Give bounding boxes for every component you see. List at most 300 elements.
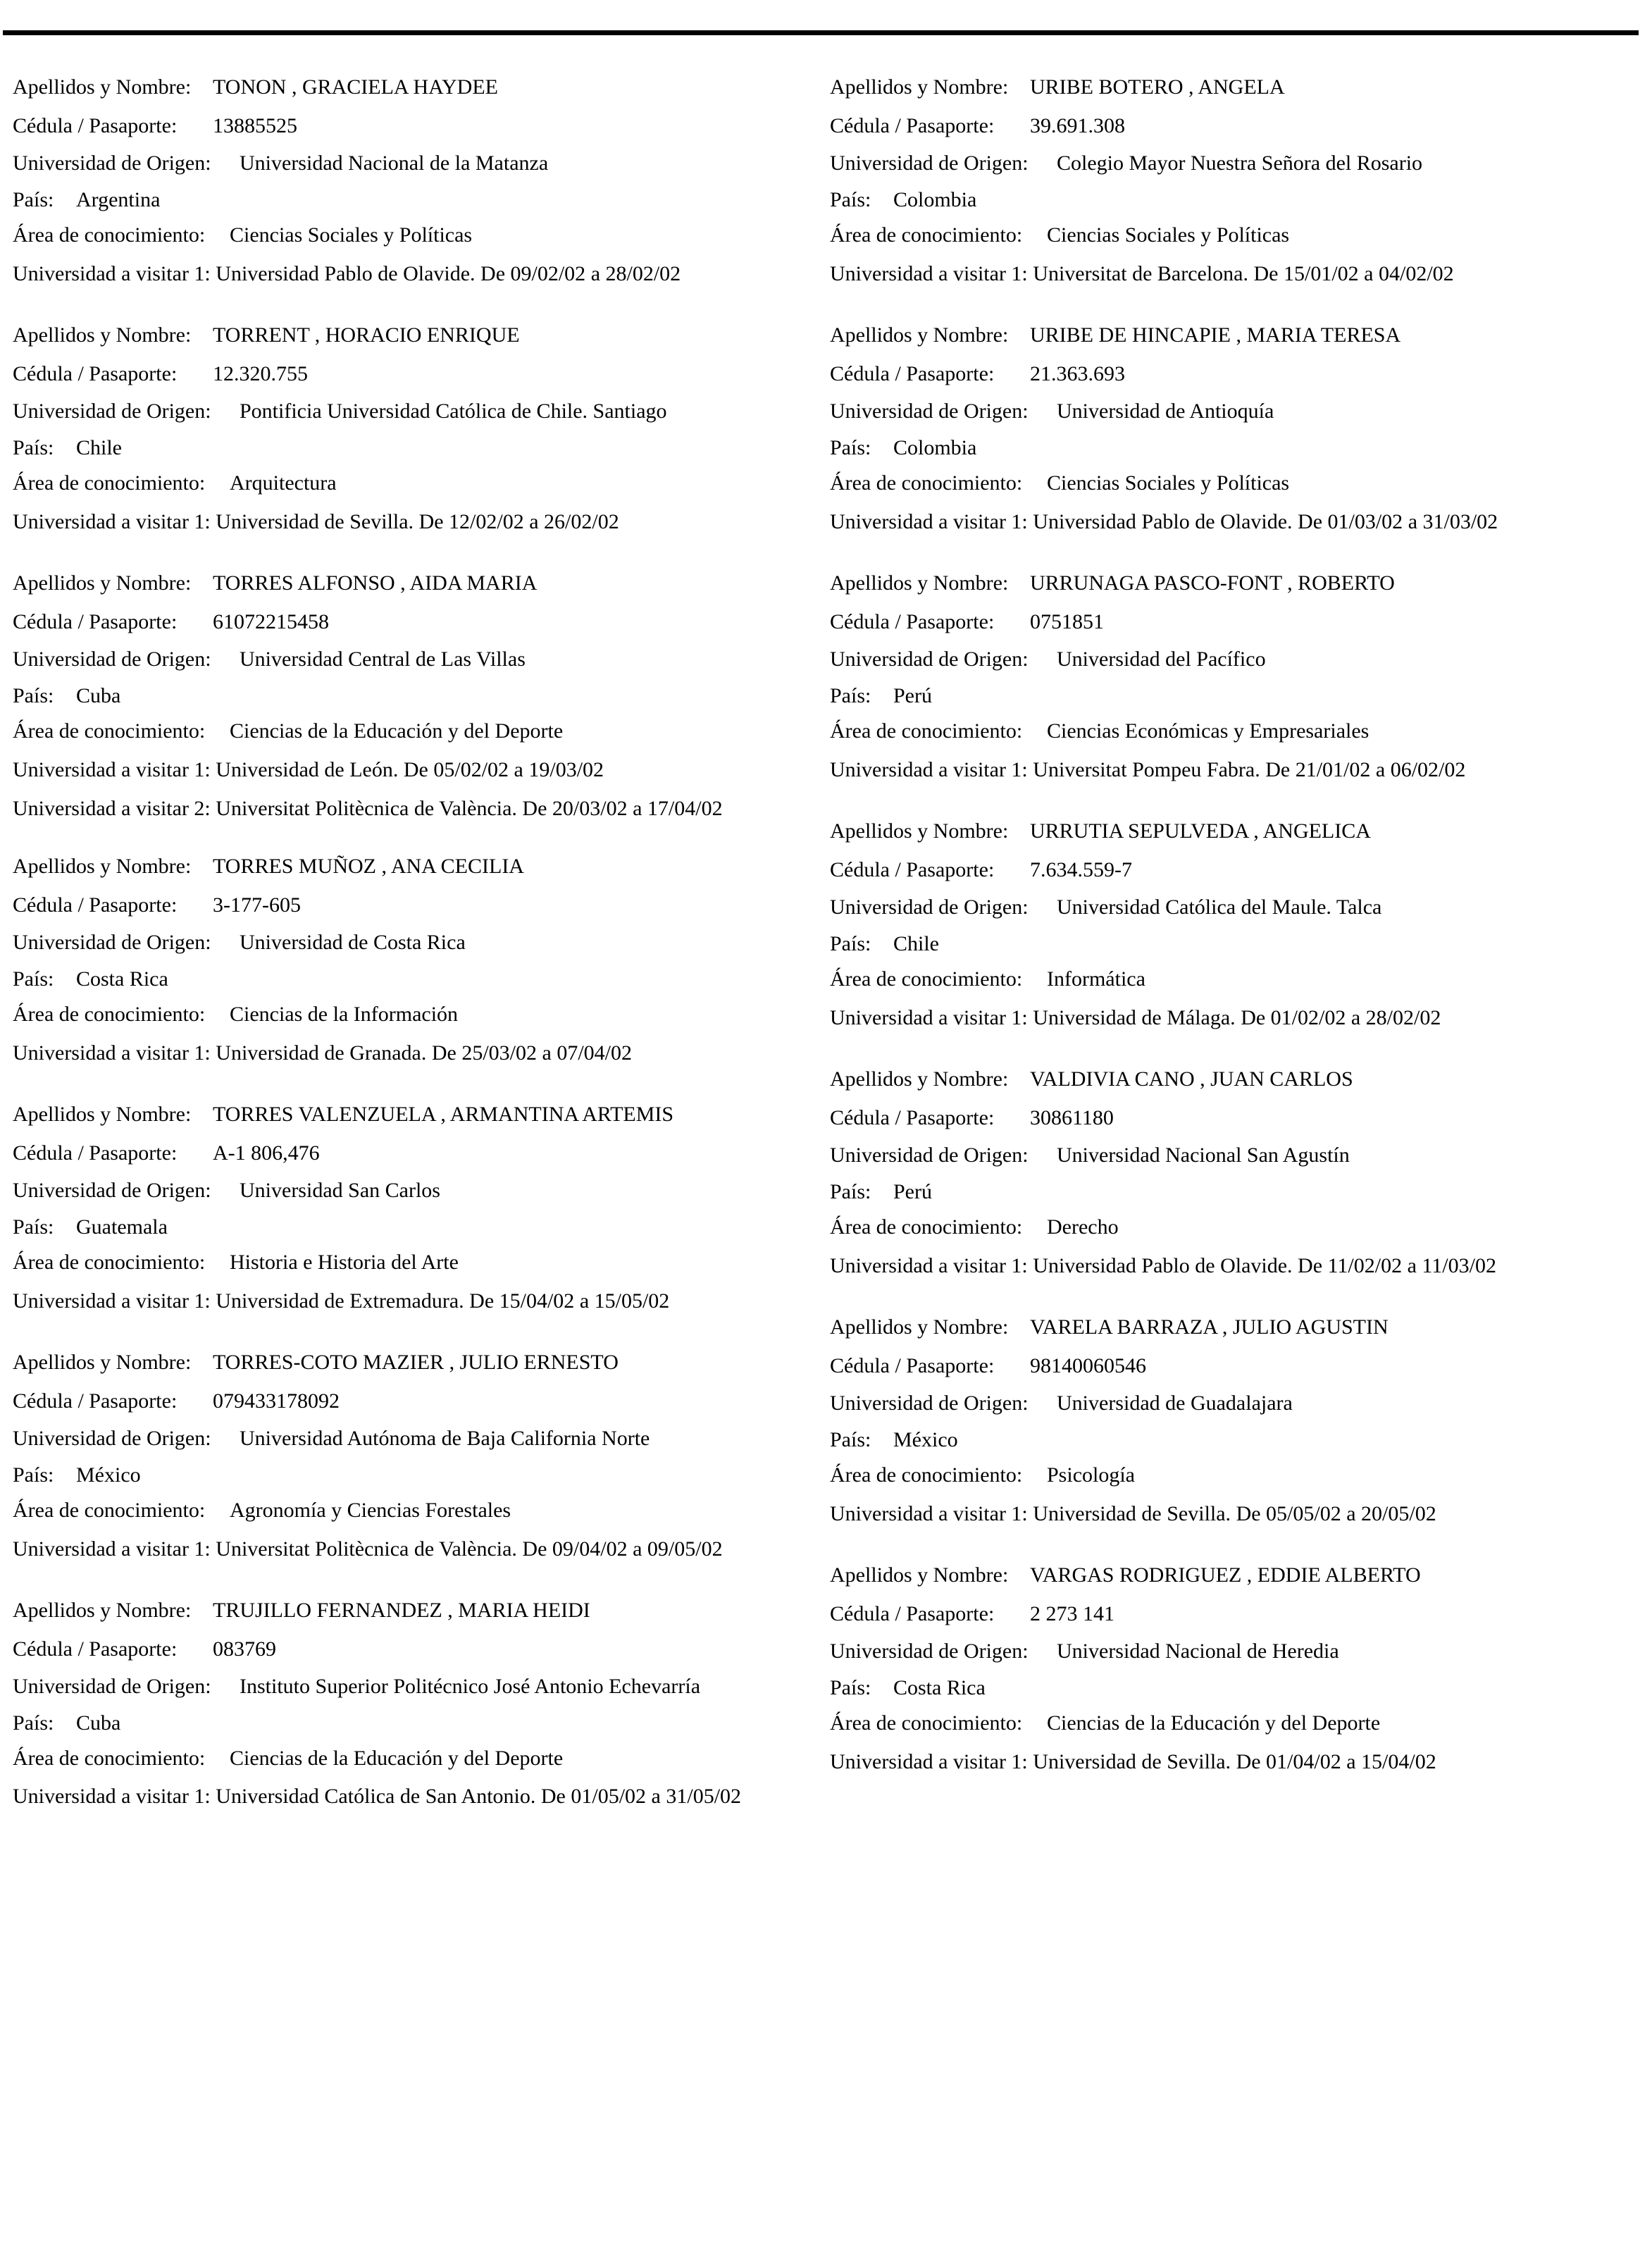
country-line xyxy=(13,965,168,993)
area-label: Área de conocimiento: xyxy=(830,719,1023,743)
area-line xyxy=(13,1744,564,1773)
country-line xyxy=(830,930,939,958)
id-label: Cédula / Pasaporte: xyxy=(830,1106,995,1129)
country-line xyxy=(13,682,121,710)
origin-label: Universidad de Origen: xyxy=(830,1639,1029,1663)
visit-label: Universidad a visitar 1: xyxy=(13,262,211,285)
area-value: Ciencias de la Educación y del Deporte xyxy=(230,1747,564,1770)
name-label: Apellidos y Nombre: xyxy=(830,1067,1009,1091)
country-label: País: xyxy=(13,1711,54,1735)
country-value: Perú xyxy=(893,1180,932,1203)
country-label: País: xyxy=(830,932,871,955)
id-value: 083769 xyxy=(213,1637,276,1661)
area-label: Área de conocimiento: xyxy=(830,1463,1023,1487)
area-value: Historia e Historia del Arte xyxy=(230,1251,459,1274)
country-line xyxy=(830,434,977,462)
id-line xyxy=(830,1600,1114,1628)
area-label: Área de conocimiento: xyxy=(13,719,206,743)
visit-to-label: a xyxy=(1407,1254,1417,1277)
visit-to-label: a xyxy=(579,1289,590,1313)
visit-label: Universidad a visitar 1: xyxy=(13,510,211,533)
visit-to-date: 07/04/02 xyxy=(557,1041,632,1065)
visit-to-date: 31/05/02 xyxy=(666,1785,742,1808)
area-label: Área de conocimiento: xyxy=(13,471,206,495)
area-label: Área de conocimiento: xyxy=(13,1251,206,1274)
visit-label: Universidad a visitar 1: xyxy=(13,1041,211,1065)
visit-label: Universidad a visitar 1: xyxy=(830,758,1028,781)
visit-line xyxy=(13,1783,809,1810)
visit-line xyxy=(830,1500,1436,1528)
country-line xyxy=(830,1426,958,1454)
name-line xyxy=(13,1101,674,1129)
area-label: Área de conocimiento: xyxy=(830,967,1023,991)
area-value: Psicología xyxy=(1047,1463,1135,1487)
name-line xyxy=(830,1561,1421,1589)
origin-label: Universidad de Origen: xyxy=(830,1391,1029,1415)
id-label: Cédula / Pasaporte: xyxy=(830,114,995,137)
visit-line xyxy=(13,795,723,823)
country-label: País: xyxy=(13,1215,54,1239)
visit-label: Universidad a visitar 1: xyxy=(13,1537,211,1561)
origin-value: Universidad de Antioquía xyxy=(1057,399,1274,423)
visit-from-date: 21/01/02 xyxy=(1295,758,1371,781)
country-label: País: xyxy=(13,1463,54,1487)
name-value: TORRES VALENZUELA , ARMANTINA ARTEMIS xyxy=(213,1103,674,1126)
name-line xyxy=(830,73,1285,101)
id-value: A-1 806,476 xyxy=(213,1141,320,1165)
name-label: Apellidos y Nombre: xyxy=(830,1563,1009,1587)
visit-label: Universidad a visitar 1: xyxy=(13,1289,211,1313)
origin-line xyxy=(830,1141,1350,1170)
id-label: Cédula / Pasaporte: xyxy=(13,114,178,137)
area-label: Área de conocimiento: xyxy=(13,1499,206,1522)
top-rule xyxy=(3,30,1639,35)
visit-from-date: 05/02/02 xyxy=(433,758,509,781)
origin-line xyxy=(13,929,466,957)
country-value: Costa Rica xyxy=(893,1676,986,1699)
visit-to-label: a xyxy=(1375,758,1386,781)
country-value: Cuba xyxy=(76,1711,121,1735)
visit-from-date: 09/02/02 xyxy=(510,262,586,285)
name-label: Apellidos y Nombre: xyxy=(13,571,192,595)
visit-line xyxy=(830,756,1465,784)
name-label: Apellidos y Nombre: xyxy=(13,855,192,878)
visit-to-label: a xyxy=(514,758,523,781)
area-value: Ciencias Sociales y Políticas xyxy=(1047,471,1290,495)
visit-label: Universidad a visitar 1: xyxy=(830,1502,1028,1525)
origin-value: Universidad Nacional de la Matanza xyxy=(240,151,549,175)
visit-university: Universidad Pablo de Olavide. xyxy=(1033,510,1293,533)
area-line xyxy=(13,1496,511,1525)
visit-from-label: De xyxy=(469,1289,495,1313)
name-line xyxy=(830,321,1401,349)
visit-to-date: 19/03/02 xyxy=(528,758,604,781)
area-label: Área de conocimiento: xyxy=(830,223,1023,247)
area-line xyxy=(13,221,473,249)
visit-from-label: De xyxy=(1236,1502,1261,1525)
origin-label: Universidad de Origen: xyxy=(830,151,1029,175)
visit-line xyxy=(830,260,1454,288)
name-line xyxy=(830,817,1371,845)
area-line xyxy=(830,965,1145,993)
country-line xyxy=(13,186,161,214)
origin-value: Universidad Central de Las Villas xyxy=(240,647,526,671)
origin-label: Universidad de Origen: xyxy=(830,895,1029,919)
visit-university: Universidad Católica de San Antonio. xyxy=(216,1785,536,1808)
name-label: Apellidos y Nombre: xyxy=(13,75,192,99)
area-value: Ciencias Sociales y Políticas xyxy=(1047,223,1290,247)
visit-to-date: 28/02/02 xyxy=(605,262,681,285)
id-label: Cédula / Pasaporte: xyxy=(830,1602,995,1625)
country-value: Guatemala xyxy=(76,1215,168,1239)
country-label: País: xyxy=(13,967,54,991)
name-line xyxy=(830,569,1395,597)
name-value: TORRES MUÑOZ , ANA CECILIA xyxy=(213,855,524,878)
name-line xyxy=(13,1349,619,1377)
area-value: Agronomía y Ciencias Forestales xyxy=(230,1499,511,1522)
origin-value: Universidad San Carlos xyxy=(240,1179,440,1202)
id-line xyxy=(830,1352,1146,1380)
country-value: Chile xyxy=(893,932,939,955)
id-value: 0751851 xyxy=(1030,610,1104,633)
origin-value: Universidad Nacional de Heredia xyxy=(1057,1639,1339,1663)
area-line xyxy=(13,1000,459,1029)
visit-to-date: 28/02/02 xyxy=(1365,1006,1441,1029)
visit-from-date: 09/04/02 xyxy=(552,1537,628,1561)
name-label: Apellidos y Nombre: xyxy=(830,571,1009,595)
name-value: VARELA BARRAZA , JULIO AGUSTIN xyxy=(1030,1315,1389,1339)
origin-value: Universidad del Pacífico xyxy=(1057,647,1266,671)
visit-to-date: 15/04/02 xyxy=(1361,1750,1436,1773)
visit-to-date: 20/05/02 xyxy=(1361,1502,1436,1525)
id-value: 3-177-605 xyxy=(213,893,301,917)
country-line xyxy=(13,434,122,462)
visit-from-date: 01/03/02 xyxy=(1327,510,1403,533)
name-label: Apellidos y Nombre: xyxy=(830,75,1009,99)
visit-from-date: 12/02/02 xyxy=(449,510,524,533)
visit-to-label: a xyxy=(651,1785,661,1808)
id-label: Cédula / Pasaporte: xyxy=(13,893,178,917)
visit-from-date: 01/05/02 xyxy=(571,1785,647,1808)
origin-value: Universidad Católica del Maule. Talca xyxy=(1057,895,1382,919)
area-line xyxy=(13,469,337,497)
id-value: 98140060546 xyxy=(1030,1354,1146,1377)
visit-line xyxy=(830,1748,1436,1776)
area-label: Área de conocimiento: xyxy=(13,1003,206,1026)
id-line xyxy=(830,608,1104,636)
area-line xyxy=(830,1461,1135,1489)
country-label: País: xyxy=(13,684,54,707)
id-value: 12.320.755 xyxy=(213,362,308,385)
name-value: URRUNAGA PASCO-FONT , ROBERTO xyxy=(1030,571,1395,595)
visit-from-label: De xyxy=(1265,758,1291,781)
visit-from-label: De xyxy=(540,1785,566,1808)
name-label: Apellidos y Nombre: xyxy=(830,1315,1009,1339)
name-label: Apellidos y Nombre: xyxy=(13,1599,192,1622)
id-label: Cédula / Pasaporte: xyxy=(830,1354,995,1377)
origin-label: Universidad de Origen: xyxy=(830,647,1029,671)
country-value: Argentina xyxy=(76,188,161,211)
visit-line xyxy=(13,1535,723,1563)
area-label: Área de conocimiento: xyxy=(13,223,206,247)
area-line xyxy=(13,1248,459,1277)
name-line xyxy=(13,569,538,597)
name-line xyxy=(830,1313,1389,1341)
visit-from-label: De xyxy=(418,510,444,533)
origin-label: Universidad de Origen: xyxy=(13,1179,211,1202)
id-line xyxy=(830,856,1132,884)
country-line xyxy=(13,1213,168,1241)
name-value: TORRENT , HORACIO ENRIQUE xyxy=(213,323,520,347)
visit-to-label: a xyxy=(1350,1006,1361,1029)
visit-label: Universidad a visitar 1: xyxy=(830,510,1028,533)
visit-to-label: a xyxy=(633,1537,642,1561)
country-value: México xyxy=(76,1463,141,1487)
country-line xyxy=(13,1461,141,1489)
origin-value: Universidad Autónoma de Baja California Norte xyxy=(240,1427,650,1450)
origin-line xyxy=(830,1389,1293,1418)
id-line xyxy=(13,608,329,636)
visit-to-date: 26/02/02 xyxy=(544,510,619,533)
visit-to-date: 15/05/02 xyxy=(594,1289,670,1313)
name-value: VARGAS RODRIGUEZ , EDDIE ALBERTO xyxy=(1030,1563,1421,1587)
area-line xyxy=(13,717,564,745)
visit-university: Universidad de Granada. xyxy=(216,1041,427,1065)
country-label: País: xyxy=(13,188,54,211)
visit-university: Universitat de Barcelona. xyxy=(1033,262,1248,285)
name-value: TRUJILLO FERNANDEZ , MARIA HEIDI xyxy=(213,1599,590,1622)
id-line xyxy=(13,1635,276,1663)
name-value: TONON , GRACIELA HAYDEE xyxy=(213,75,498,99)
country-value: México xyxy=(893,1428,958,1451)
visit-to-label: a xyxy=(590,262,601,285)
id-label: Cédula / Pasaporte: xyxy=(13,610,178,633)
id-value: 13885525 xyxy=(213,114,297,137)
visit-from-label: De xyxy=(1241,1006,1266,1029)
id-value: 7.634.559-7 xyxy=(1030,858,1132,881)
visit-from-label: De xyxy=(1298,510,1323,533)
visit-from-date: 25/03/02 xyxy=(461,1041,537,1065)
id-label: Cédula / Pasaporte: xyxy=(13,1389,178,1413)
origin-line xyxy=(830,893,1382,922)
visit-university: Universitat Politècnica de València. xyxy=(216,1537,517,1561)
visit-from-label: De xyxy=(403,758,428,781)
visit-to-label: a xyxy=(542,1041,552,1065)
name-line xyxy=(13,1597,590,1625)
country-line xyxy=(830,1178,932,1206)
origin-value: Universidad de Costa Rica xyxy=(240,931,466,954)
visit-label: Universidad a visitar 1: xyxy=(830,1750,1028,1773)
area-value: Informática xyxy=(1047,967,1145,991)
area-value: Ciencias de la Información xyxy=(230,1003,459,1026)
visit-from-date: 15/04/02 xyxy=(499,1289,575,1313)
name-label: Apellidos y Nombre: xyxy=(13,1103,192,1126)
visit-to-label: a xyxy=(1346,1750,1356,1773)
visit-university: Universitat Politècnica de València. xyxy=(216,797,517,820)
id-line xyxy=(830,360,1125,388)
visit-to-label: a xyxy=(1408,510,1418,533)
name-line xyxy=(13,321,520,349)
area-label: Área de conocimiento: xyxy=(830,1215,1023,1239)
origin-value: Colegio Mayor Nuestra Señora del Rosario xyxy=(1057,151,1423,175)
id-line xyxy=(13,360,308,388)
visit-university: Universidad de Málaga. xyxy=(1033,1006,1236,1029)
area-line xyxy=(830,221,1290,249)
visit-label: Universidad a visitar 1: xyxy=(13,1785,211,1808)
visit-university: Universitat Pompeu Fabra. xyxy=(1033,758,1260,781)
visit-university: Universidad de Sevilla. xyxy=(216,510,414,533)
origin-label: Universidad de Origen: xyxy=(830,399,1029,423)
country-label: País: xyxy=(830,1676,871,1699)
visit-from-label: De xyxy=(1298,1254,1323,1277)
name-value: URRUTIA SEPULVEDA , ANGELICA xyxy=(1030,819,1371,843)
id-label: Cédula / Pasaporte: xyxy=(13,362,178,385)
country-value: Chile xyxy=(76,436,122,459)
country-value: Perú xyxy=(893,684,932,707)
visit-from-label: De xyxy=(1253,262,1279,285)
area-label: Área de conocimiento: xyxy=(13,1747,206,1770)
area-value: Ciencias de la Educación y del Deporte xyxy=(230,719,564,743)
visit-line xyxy=(830,508,1498,536)
visit-university: Universidad de Sevilla. xyxy=(1033,1750,1231,1773)
name-value: TORRES ALFONSO , AIDA MARIA xyxy=(213,571,538,595)
country-line xyxy=(830,1674,986,1702)
visit-label: Universidad a visitar 1: xyxy=(13,758,211,781)
country-label: País: xyxy=(830,684,871,707)
id-line xyxy=(13,1139,320,1167)
visit-line xyxy=(13,1039,632,1067)
country-line xyxy=(830,682,932,710)
country-label: País: xyxy=(830,1428,871,1451)
country-label: País: xyxy=(13,436,54,459)
origin-line xyxy=(830,149,1423,178)
visit-line xyxy=(830,1252,1496,1280)
origin-label: Universidad de Origen: xyxy=(13,647,211,671)
visit-to-date: 09/05/02 xyxy=(647,1537,723,1561)
visit-to-label: a xyxy=(529,510,539,533)
name-label: Apellidos y Nombre: xyxy=(830,323,1009,347)
id-label: Cédula / Pasaporte: xyxy=(13,1637,178,1661)
visit-label: Universidad a visitar 1: xyxy=(830,1006,1028,1029)
country-value: Colombia xyxy=(893,436,977,459)
country-label: País: xyxy=(830,1180,871,1203)
origin-line xyxy=(830,397,1274,426)
origin-value: Pontificia Universidad Católica de Chile. Santiago xyxy=(240,399,667,423)
visit-from-date: 01/04/02 xyxy=(1266,1750,1341,1773)
visit-from-label: De xyxy=(522,797,547,820)
area-value: Ciencias de la Educación y del Deporte xyxy=(1047,1711,1381,1735)
country-line xyxy=(830,186,977,214)
country-value: Costa Rica xyxy=(76,967,168,991)
area-line xyxy=(830,1213,1119,1241)
id-label: Cédula / Pasaporte: xyxy=(830,858,995,881)
country-value: Colombia xyxy=(893,188,977,211)
country-label: País: xyxy=(830,436,871,459)
visit-to-label: a xyxy=(633,797,642,820)
id-label: Cédula / Pasaporte: xyxy=(830,362,995,385)
visit-to-date: 11/03/02 xyxy=(1422,1254,1496,1277)
origin-line xyxy=(830,645,1266,674)
origin-line xyxy=(13,1177,440,1205)
id-value: 21.363.693 xyxy=(1030,362,1125,385)
visit-line xyxy=(830,1004,1441,1032)
origin-label: Universidad de Origen: xyxy=(13,1675,211,1698)
name-value: VALDIVIA CANO , JUAN CARLOS xyxy=(1030,1067,1353,1091)
visit-to-date: 04/02/02 xyxy=(1378,262,1454,285)
visit-to-date: 17/04/02 xyxy=(647,797,723,820)
origin-line xyxy=(13,149,549,178)
name-label: Apellidos y Nombre: xyxy=(13,323,192,347)
visit-from-label: De xyxy=(522,1537,547,1561)
area-value: Derecho xyxy=(1047,1215,1119,1239)
origin-value: Universidad Nacional San Agustín xyxy=(1057,1143,1350,1167)
visit-from-date: 20/03/02 xyxy=(552,797,628,820)
name-value: TORRES-COTO MAZIER , JULIO ERNESTO xyxy=(213,1351,619,1374)
origin-value: Instituto Superior Politécnico José Antonio Echevarría xyxy=(240,1675,701,1698)
visit-line xyxy=(13,260,681,288)
origin-label: Universidad de Origen: xyxy=(13,151,211,175)
visit-to-label: a xyxy=(1346,1502,1356,1525)
id-label: Cédula / Pasaporte: xyxy=(13,1141,178,1165)
visit-from-date: 11/02/02 xyxy=(1327,1254,1403,1277)
visit-from-date: 05/05/02 xyxy=(1266,1502,1341,1525)
origin-line xyxy=(13,1425,650,1453)
visit-university: Universidad Pablo de Olavide. xyxy=(1033,1254,1293,1277)
area-label: Área de conocimiento: xyxy=(830,1711,1023,1735)
visit-to-date: 31/03/02 xyxy=(1422,510,1498,533)
visit-line xyxy=(13,756,604,784)
origin-line xyxy=(13,397,667,426)
name-line xyxy=(13,853,524,881)
visit-label: Universidad a visitar 2: xyxy=(13,797,211,820)
country-label: País: xyxy=(830,188,871,211)
visit-from-label: De xyxy=(1236,1750,1261,1773)
id-line xyxy=(830,1104,1114,1132)
visit-from-label: De xyxy=(431,1041,457,1065)
area-line xyxy=(830,469,1290,497)
visit-university: Universidad de León. xyxy=(216,758,399,781)
visit-line xyxy=(13,1287,669,1315)
name-line xyxy=(13,73,498,101)
visit-from-label: De xyxy=(480,262,506,285)
origin-line xyxy=(13,645,526,674)
area-value: Ciencias Económicas y Empresariales xyxy=(1047,719,1370,743)
origin-line xyxy=(13,1673,701,1701)
visit-university: Universidad de Extremadura. xyxy=(216,1289,464,1313)
visit-to-date: 06/02/02 xyxy=(1390,758,1466,781)
visit-from-date: 15/01/02 xyxy=(1283,262,1359,285)
origin-line xyxy=(830,1637,1339,1666)
visit-label: Universidad a visitar 1: xyxy=(830,262,1028,285)
visit-label: Universidad a visitar 1: xyxy=(830,1254,1028,1277)
origin-label: Universidad de Origen: xyxy=(830,1143,1029,1167)
name-value: URIBE DE HINCAPIE , MARIA TERESA xyxy=(1030,323,1401,347)
country-line xyxy=(13,1709,121,1737)
id-label: Cédula / Pasaporte: xyxy=(830,610,995,633)
visit-to-label: a xyxy=(1364,262,1374,285)
name-line xyxy=(830,1065,1353,1093)
id-value: 079433178092 xyxy=(213,1389,340,1413)
visit-university: Universidad Pablo de Olavide. xyxy=(216,262,476,285)
origin-label: Universidad de Origen: xyxy=(13,399,211,423)
id-line xyxy=(13,112,297,140)
id-value: 39.691.308 xyxy=(1030,114,1125,137)
area-value: Ciencias Sociales y Políticas xyxy=(230,223,473,247)
name-value: URIBE BOTERO , ANGELA xyxy=(1030,75,1285,99)
visit-line xyxy=(13,508,619,536)
origin-label: Universidad de Origen: xyxy=(13,931,211,954)
name-label: Apellidos y Nombre: xyxy=(830,819,1009,843)
